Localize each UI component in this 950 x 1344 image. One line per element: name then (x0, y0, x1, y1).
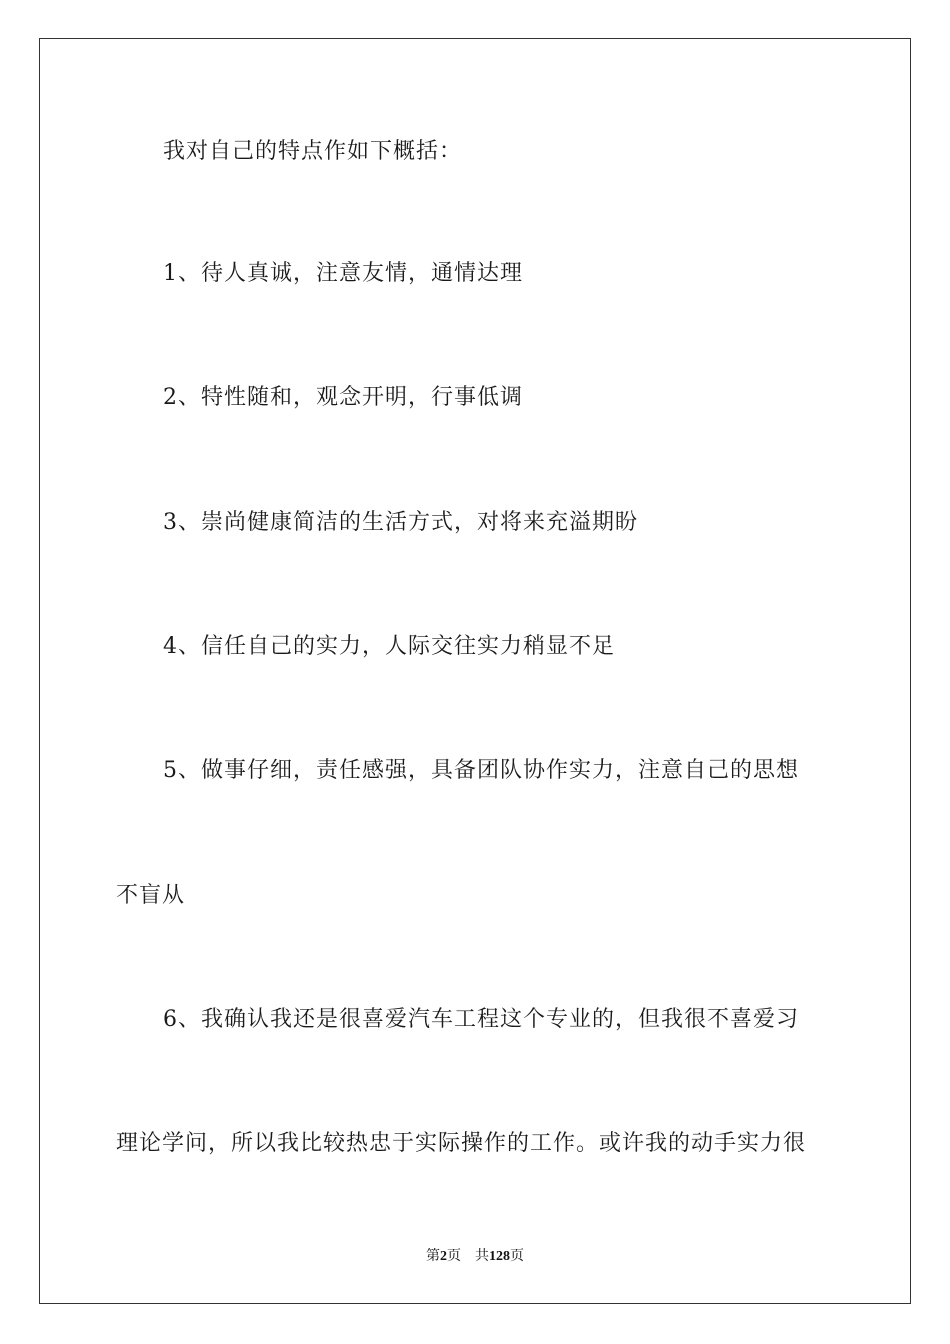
page-footer (0, 1247, 950, 1267)
intro-line: 我对自己的特点作如下概括： (163, 139, 463, 164)
total-pages: 128 (489, 1249, 510, 1264)
list-item-3: 3、崇尚健康简洁的生活方式，对将来充溢期盼 (163, 510, 638, 535)
footer-total-prefix: 共 (475, 1249, 489, 1264)
footer-prefix: 第 (426, 1249, 440, 1264)
page-frame (39, 38, 911, 1304)
page-number: 2 (440, 1249, 447, 1264)
list-item-2: 2、特性随和，观念开明，行事低调 (163, 385, 523, 410)
footer-total-suffix: 页 (510, 1249, 524, 1264)
list-item-1: 1、待人真诚，注意友情，通情达理 (163, 261, 523, 286)
list-item-6: 6、我确认我还是很喜爱汽车工程这个专业的，但我很不喜爱习 (163, 1007, 799, 1032)
list-item-5: 5、做事仔细，责任感强，具备团队协作实力，注意自己的思想 (163, 758, 799, 783)
list-item-6-continued: 理论学问，所以我比较热忠于实际操作的工作。或许我的动手实力很 (116, 1131, 807, 1156)
list-item-5-continued: 不盲从 (116, 883, 186, 908)
list-item-4: 4、信任自己的实力，人际交往实力稍显不足 (163, 634, 615, 659)
footer-page-suffix: 页 (447, 1249, 461, 1264)
